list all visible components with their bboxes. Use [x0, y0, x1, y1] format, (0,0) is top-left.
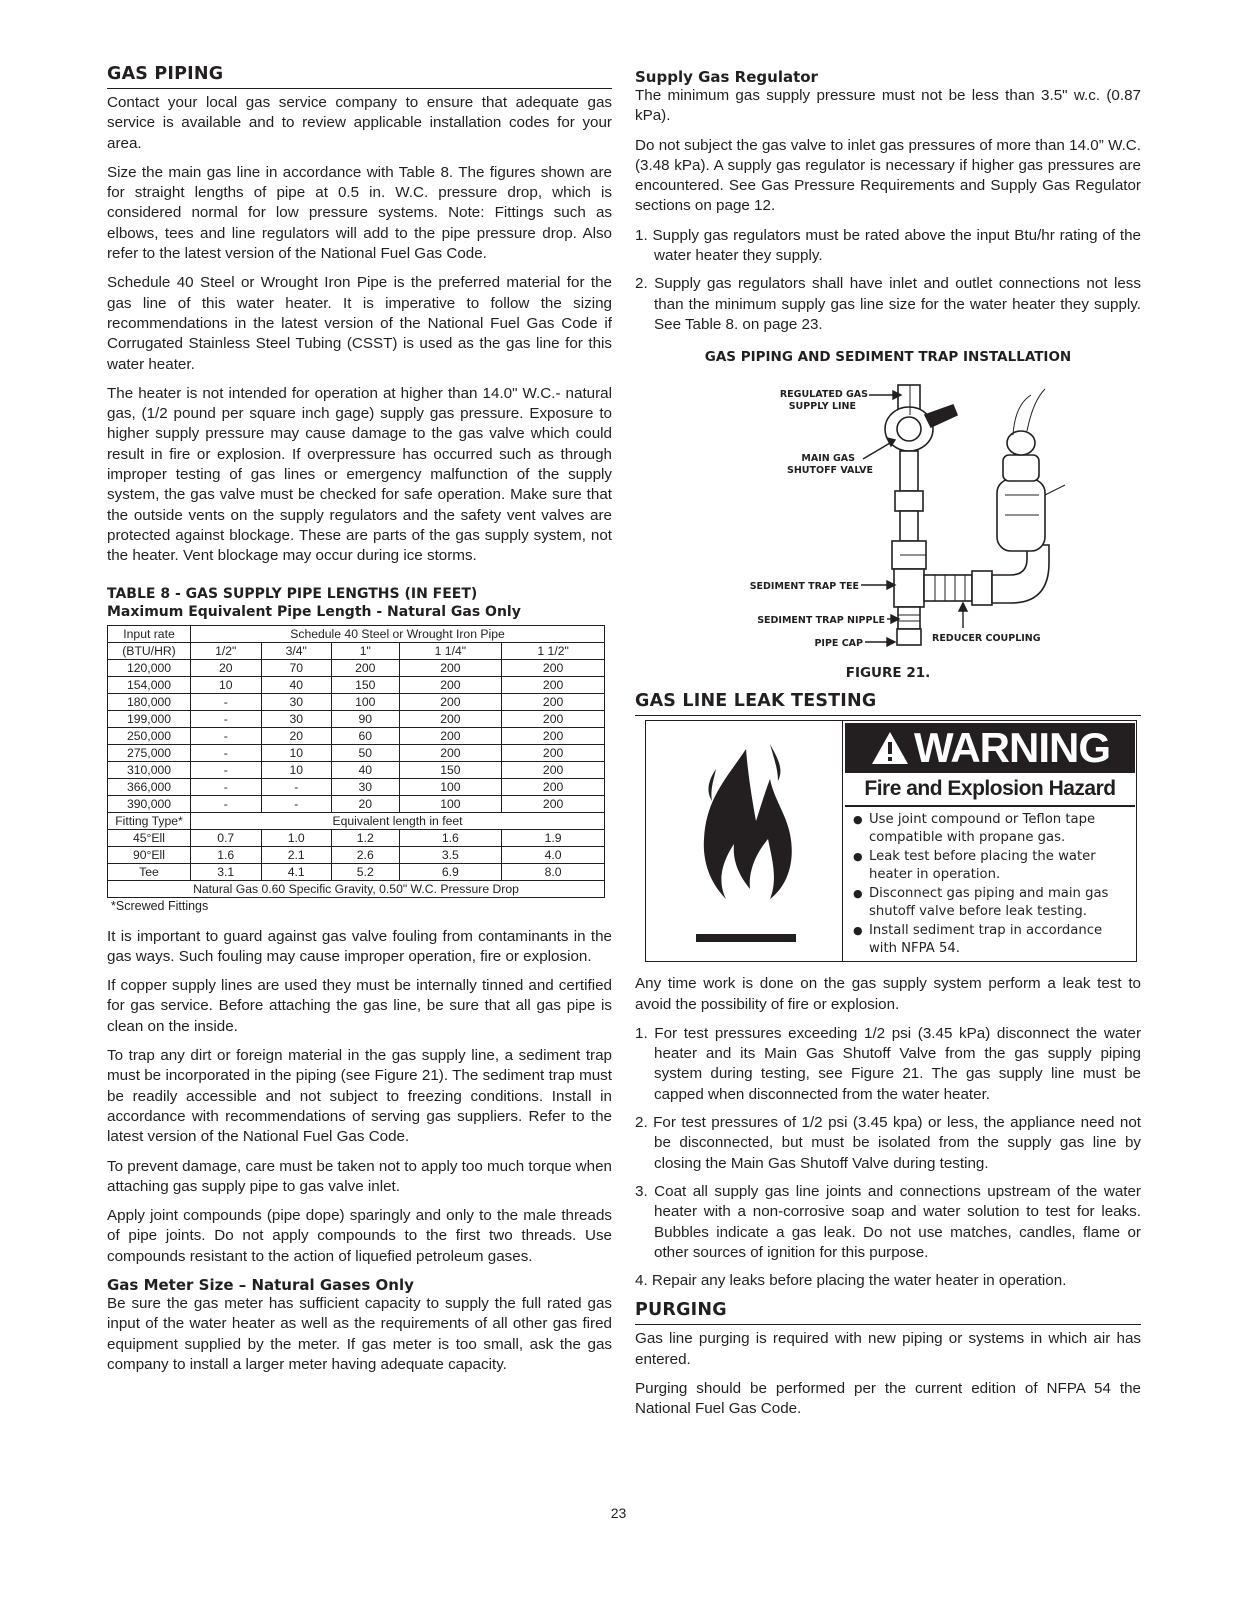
warning-list	[843, 811, 1137, 958]
label-main-gas: MAIN GAS	[801, 453, 855, 465]
list-item: 4. Repair any leaks before placing the water heater in operation.	[635, 1272, 1067, 1290]
table-cell: 70	[261, 659, 332, 676]
table-cell: 200	[399, 676, 502, 693]
leak-testing-heading: GAS LINE LEAK TESTING	[635, 691, 1141, 716]
table-footer-cell: Natural Gas 0.60 Specific Gravity, 0.50" W.C. Pressure Drop	[108, 880, 605, 897]
label-regulated-gas: REGULATED GAS	[779, 389, 868, 401]
table-header-cell: 3/4"	[261, 642, 332, 659]
table-header-row	[108, 812, 605, 829]
left-column	[107, 64, 612, 1384]
list-item: 1. Supply gas regulators must be rated above the input Btu/hr rating of the water heater they supply.	[635, 226, 1141, 265]
list-item: 2. For test pressures of 1/2 psi (3.45 kpa) or less, the appliance need not be disconnected, but must be isolated from the supply gas line by closing the Main Gas Shutoff Valve during testing.	[635, 1114, 1141, 1172]
table-cell: 200	[332, 659, 400, 676]
table-row	[108, 744, 605, 761]
label-sediment-trap-tee: SEDIMENT TRAP TEE	[749, 581, 859, 593]
paragraph: If copper supply lines are used they must be internally tinned and certified for gas service. Before attaching the gas line, be sure that all gas pipe is clean on the inside.	[107, 977, 612, 1035]
table-header-cell: Equivalent length in feet	[191, 812, 605, 829]
table-cell: 199,000	[108, 710, 191, 727]
list-item: 2. Supply gas regulators shall have inlet and outlet connections not less than the minimum supply gas line size for the water heater they supply. See Table 8. on page 23.	[635, 275, 1141, 333]
table-cell: 5.2	[332, 863, 400, 880]
table-header-cell: (BTU/HR)	[108, 642, 191, 659]
table-cell: -	[191, 778, 262, 795]
table-cell: 30	[332, 778, 400, 795]
figure-title: GAS PIPING AND SEDIMENT TRAP INSTALLATION	[704, 349, 1072, 366]
table-cell: 200	[502, 778, 605, 795]
table-cell: 6.9	[399, 863, 502, 880]
table-row	[108, 829, 605, 846]
table-cell: 200	[502, 744, 605, 761]
table-header-row	[108, 625, 605, 642]
gas-supply-pipe-table	[107, 625, 605, 898]
paragraph: It is important to guard against gas valve fouling from contaminants in the gas ways. Such fouling may cause improper operation, fire or explosion.	[107, 927, 612, 965]
table-cell: 3.1	[191, 863, 262, 880]
table-cell: -	[261, 778, 332, 795]
warning-title: WARNING	[914, 724, 1110, 772]
table-cell: 100	[399, 795, 502, 812]
table-row	[108, 846, 605, 863]
label-reducer-coupling: REDUCER COUPLING	[932, 633, 1041, 645]
table-cell: -	[261, 795, 332, 812]
table-cell: -	[191, 795, 262, 812]
table-cell: Tee	[108, 863, 191, 880]
table-cell: 45°Ell	[108, 829, 191, 846]
table-cell: -	[191, 710, 262, 727]
label-supply-line: SUPPLY LINE	[788, 401, 856, 413]
table-cell: 154,000	[108, 676, 191, 693]
figure-caption: FIGURE 21.	[845, 665, 931, 682]
table-row	[108, 761, 605, 778]
table-cell: 0.7	[191, 829, 262, 846]
warning-header	[845, 723, 1135, 773]
table-cell: 180,000	[108, 693, 191, 710]
table-cell: 1.9	[502, 829, 605, 846]
flame-icon	[686, 739, 806, 944]
table-header-cell: 1 1/2"	[502, 642, 605, 659]
table-cell: 90°Ell	[108, 846, 191, 863]
paragraph: Apply joint compounds (pipe dope) sparingly and only to the male threads of pipe joints. Do not apply compounds to the first two threads. Use compounds resistant to the action of liquefied petroleum gases.	[107, 1207, 612, 1265]
label-shutoff-valve: SHUTOFF VALVE	[787, 465, 873, 477]
table-cell: -	[191, 727, 262, 744]
table-cell: 1.6	[399, 829, 502, 846]
table-cell: 4.1	[261, 863, 332, 880]
warning-box	[645, 720, 1137, 962]
paragraph: Size the main gas line in accordance with Table 8. The figures shown are for straight lengths of pipe at 0.5 in. W.C. pressure drop, which is considered normal for low pressure systems. Note: Fittings such as elbows, tees and line regulators will add to the pipe pressure drop. Also refer to the latest version of the National Fuel Gas Code.	[107, 163, 612, 263]
table-cell: 30	[261, 693, 332, 710]
table-cell: 10	[261, 761, 332, 778]
gas-piping-heading: GAS PIPING	[107, 64, 612, 89]
table-cell: 200	[502, 693, 605, 710]
table-cell: 60	[332, 727, 400, 744]
table-row	[108, 676, 605, 693]
warning-item: ● Disconnect gas piping and main gas shutoff valve before leak testing.	[853, 885, 1131, 921]
warning-subtitle: Fire and Explosion Hazard	[845, 773, 1135, 807]
table-cell: 310,000	[108, 761, 191, 778]
table-header-cell: Input rate	[108, 625, 191, 642]
table-cell: 200	[399, 659, 502, 676]
table-cell: 200	[502, 727, 605, 744]
regulator-list	[635, 226, 1141, 335]
table-cell: 2.6	[332, 846, 400, 863]
table-cell: 200	[502, 761, 605, 778]
table-cell: 40	[261, 676, 332, 693]
alert-triangle-icon	[870, 730, 910, 766]
table-header-row	[108, 642, 605, 659]
purging-heading: PURGING	[635, 1300, 1141, 1325]
table-cell: 200	[502, 676, 605, 693]
table-cell: 1.6	[191, 846, 262, 863]
leak-test-list	[635, 1024, 1141, 1292]
table-cell: 30	[261, 710, 332, 727]
table-row	[108, 795, 605, 812]
table-cell: 200	[399, 693, 502, 710]
table-cell: -	[191, 693, 262, 710]
table-cell: 120,000	[108, 659, 191, 676]
paragraph: Purging should be performed per the current edition of NFPA 54 the National Fuel Gas Code.	[635, 1380, 1141, 1418]
table-cell: 250,000	[108, 727, 191, 744]
table-cell: 200	[399, 710, 502, 727]
table-subtitle: Maximum Equivalent Pipe Length - Natural Gas Only	[107, 603, 521, 620]
supply-gas-regulator-heading: Supply Gas Regulator	[635, 68, 818, 86]
table-cell: 90	[332, 710, 400, 727]
table-cell: 200	[502, 710, 605, 727]
table-cell: 200	[502, 795, 605, 812]
table-cell: 40	[332, 761, 400, 778]
table-cell: 20	[191, 659, 262, 676]
warning-panel	[842, 721, 1137, 961]
table-cell: 150	[399, 761, 502, 778]
table-footer-row	[108, 880, 605, 897]
table-cell: -	[191, 744, 262, 761]
gas-piping-diagram	[635, 375, 1141, 665]
table-header-cell: 1 1/4"	[399, 642, 502, 659]
list-item: 1. For test pressures exceeding 1/2 psi (3.45 kPa) disconnect the water heater and its Main Gas Shutoff Valve from the gas supply piping system during testing, see Figure 21. The gas supply line must be capped when disconnected from the water heater.	[635, 1024, 1141, 1103]
table-row	[108, 659, 605, 676]
table-cell: 100	[399, 778, 502, 795]
table-cell: 10	[261, 744, 332, 761]
warning-item: ● Leak test before placing the water heater in operation.	[853, 848, 1131, 884]
table-cell: 150	[332, 676, 400, 693]
table-cell: 20	[261, 727, 332, 744]
table-cell: 3.5	[399, 846, 502, 863]
table-row	[108, 727, 605, 744]
table-row	[108, 778, 605, 795]
table-header-cell: Schedule 40 Steel or Wrought Iron Pipe	[191, 625, 605, 642]
table-row	[108, 710, 605, 727]
paragraph: Do not subject the gas valve to inlet gas pressures of more than 14.0” W.C. (3.48 kPa). A supply gas regulator is necessary if higher gas pressures are encountered. See Gas Pressure Requirements and Supply Gas Regulator sections on page 12.	[635, 136, 1141, 215]
table-cell: 200	[399, 744, 502, 761]
table-footnote: *Screwed Fittings	[111, 898, 209, 913]
table-cell: 20	[332, 795, 400, 812]
paragraph: The heater is not intended for operation at higher than 14.0" W.C.- natural gas, (1/2 pound per square inch gage) supply gas pressure. Exposure to higher supply pressure may cause damage to the gas valve which could result in fire or explosion. If overpressure has occurred such as through improper testing of gas lines or emergency malfunction of the supply system, the gas valve must be checked for safe operation. Make sure that the outside vents on the supply regulators and the safety vent valves are protected against blockage. These are parts of the gas supply system, not the heater. Vent blockage may occur during ice storms.	[107, 384, 612, 565]
table-cell: 100	[332, 693, 400, 710]
table-cell: 366,000	[108, 778, 191, 795]
label-pipe-cap: PIPE CAP	[814, 638, 863, 650]
table-cell: 200	[502, 659, 605, 676]
table-title: TABLE 8 - GAS SUPPLY PIPE LENGTHS (IN FEET)	[107, 585, 478, 602]
table-header-cell: 1"	[332, 642, 400, 659]
table-cell: 200	[399, 727, 502, 744]
table-cell: -	[191, 761, 262, 778]
paragraph: Schedule 40 Steel or Wrought Iron Pipe is the preferred material for the gas line of this water heater. It is imperative to follow the sizing recommendations in the latest version of the National Fuel Gas Code if Corrugated Stainless Steel Tubing (CSST) is used as the gas line for this water heater.	[107, 274, 612, 373]
gas-meter-heading: Gas Meter Size – Natural Gases Only	[107, 1275, 414, 1294]
label-sediment-trap-nipple: SEDIMENT TRAP NIPPLE	[757, 615, 885, 627]
right-column	[635, 64, 1141, 1429]
table-cell: 50	[332, 744, 400, 761]
paragraph: Gas line purging is required with new piping or systems in which air has entered.	[635, 1330, 1141, 1368]
table-cell: 10	[191, 676, 262, 693]
list-item: 3. Coat all supply gas line joints and connections upstream of the water heater with a non-corrosive soap and water solution to test for leaks. Bubbles indicate a gas leak. Do not use matches, candles, flame or other sources of ignition for this purpose.	[635, 1182, 1141, 1261]
piping-illustration	[635, 375, 1141, 665]
warning-item: ● Install sediment trap in accordance with NFPA 54.	[853, 922, 1131, 958]
paragraph: Contact your local gas service company to ensure that adequate gas service is available and to review applicable installation codes for your area.	[107, 94, 612, 152]
page-number: 23	[610, 1505, 627, 1521]
paragraph: To trap any dirt or foreign material in the gas supply line, a sediment trap must be incorporated in the piping (see Figure 21). The sediment trap must be readily accessible and not subject to freezing conditions. Install in accordance with recommendations of serving gas suppliers. Refer to the latest version of the National Fuel Gas Code.	[107, 1047, 612, 1146]
table-cell: 1.2	[332, 829, 400, 846]
table-cell: 275,000	[108, 744, 191, 761]
table-cell: 1.0	[261, 829, 332, 846]
table-cell: 2.1	[261, 846, 332, 863]
table-row	[108, 693, 605, 710]
paragraph: The minimum gas supply pressure must not be less than 3.5" w.c. (0.87 kPa).	[635, 87, 1141, 125]
warning-item: ● Use joint compound or Teflon tape compatible with propane gas.	[853, 811, 1131, 847]
table-header-cell: Fitting Type*	[108, 812, 191, 829]
paragraph: Any time work is done on the gas supply system perform a leak test to avoid the possibility of fire or explosion.	[635, 975, 1141, 1013]
table-header-cell: 1/2"	[191, 642, 262, 659]
table-row	[108, 863, 605, 880]
table-cell: 8.0	[502, 863, 605, 880]
paragraph: Be sure the gas meter has sufficient capacity to supply the full rated gas input of the water heater as well as the requirements of all other gas fired equipment supplied by the meter. If gas meter is too small, ask the gas company to install a larger meter having adequate capacity.	[107, 1294, 612, 1373]
table-cell: 390,000	[108, 795, 191, 812]
paragraph: To prevent damage, care must be taken not to apply too much torque when attaching gas supply pipe to gas valve inlet.	[107, 1157, 612, 1195]
table-cell: 4.0	[502, 846, 605, 863]
